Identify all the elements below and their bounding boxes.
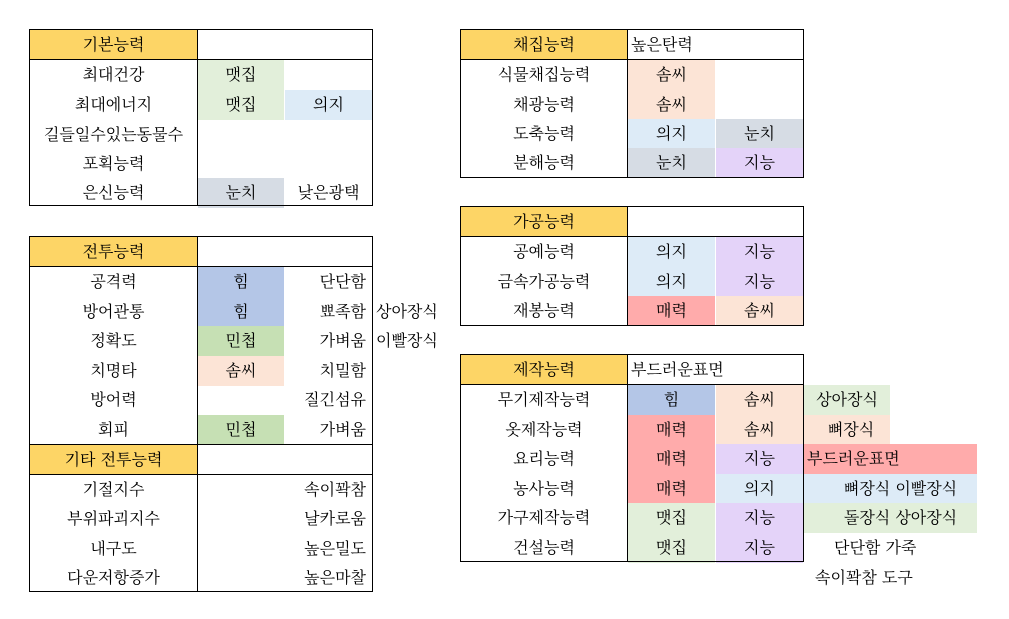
stat-cell: 민첩 [198,415,284,445]
row-label: 내구도 [90,539,137,558]
stat-cell: 눈치 [198,178,284,208]
border [29,205,373,206]
border [627,29,628,178]
property-cell: 단단함 [319,272,366,291]
combat-ability-header-value [198,237,372,267]
row-label: 재봉능력 [513,301,575,320]
property-cell: 뾰족함 [319,302,366,321]
row-label: 채광능력 [513,95,575,114]
stat-cell: 맷집 [628,533,715,563]
other-combat-title: 기타 전투능력 [30,445,197,475]
stat-cell: 솜씨 [716,296,803,326]
border [460,29,804,30]
stat-cell: 맷집 [198,90,284,120]
basic-ability-title: 기본능력 [30,30,197,60]
crafting-ability-title: 제작능력 [461,355,627,385]
border [29,236,373,237]
row-label: 부위파괴지수 [67,509,160,528]
border [460,206,461,326]
border [627,206,628,326]
row-label: 최대건강 [82,65,145,84]
property-cell: 질긴섬유 [304,390,366,409]
border [460,177,804,178]
border [197,236,198,444]
row-label: 최대에너지 [74,95,153,114]
border [29,59,373,60]
border [372,236,373,444]
stat-cell: 솜씨 [716,385,803,415]
extra-decoration-cell: 뼈장식 [804,415,890,445]
stat-cell: 힘 [628,385,715,415]
border [197,29,198,206]
row-label: 농사능력 [513,479,575,498]
property-cell: 높은마찰 [304,568,366,587]
stat-cell: 힘 [198,297,284,327]
border [460,236,804,237]
crafting-extra-note: 속이꽉참 도구 [815,568,913,587]
stat-cell: 매력 [628,444,715,474]
stat-cell: 지능 [716,503,803,533]
row-label: 방어관통 [82,302,145,321]
border [460,29,461,178]
stat-cell: 지능 [716,267,803,297]
row-label: 정확도 [90,331,137,350]
property-cell: 가벼움 [319,331,366,350]
row-label: 포획능력 [82,154,145,173]
border [460,561,804,562]
row-label: 금속가공능력 [497,272,591,291]
stat-cell: 매력 [628,296,715,326]
property-cell: 속이꽉참 [304,480,366,499]
combat-ability-title: 전투능력 [30,237,197,267]
row-label: 다운저항증가 [67,568,160,587]
stat-cell: 솜씨 [628,60,715,90]
property-cell: 날카로움 [304,509,366,528]
border [460,325,804,326]
border [460,354,461,562]
stat-cell: 눈치 [716,119,803,149]
extra-decoration-cell: 이빨장식 [376,331,438,350]
row-label: 은신능력 [82,183,145,202]
border [29,444,373,445]
row-label: 분해능력 [513,153,575,172]
row-label: 공격력 [90,272,137,291]
border [29,236,30,444]
border [29,29,373,30]
border [460,384,804,385]
crafting-header-value: 부드러운표면 [631,360,724,379]
border [460,206,804,207]
row-label: 식물채집능력 [497,65,591,84]
extra-decoration-cell: 뼈장식 이빨장식 [804,474,977,504]
other-combat-header-value [198,445,372,475]
row-label: 기절지수 [82,480,145,499]
row-label: 도축능력 [513,124,575,143]
gathering-header-value: 높은탄력 [631,35,693,54]
border [803,29,804,178]
stat-cell: 민첩 [198,326,284,356]
stat-cell: 의지 [628,119,715,149]
border [29,591,373,592]
border [197,444,198,592]
property-cell: 가벼움 [319,420,366,439]
border [372,29,373,206]
stat-cell: 의지 [628,237,715,267]
row-label: 치명타 [90,361,137,380]
processing-header-value [628,207,803,237]
stat-cell: 솜씨 [628,90,715,120]
row-label: 가구제작능력 [497,508,591,527]
processing-ability-title: 가공능력 [461,207,627,237]
stat-cell: 지능 [716,237,803,267]
stat-cell: 눈치 [628,148,715,178]
row-label: 회피 [98,420,129,439]
row-label: 무기제작능력 [497,390,591,409]
border [460,354,804,355]
border [29,474,373,475]
extra-decoration-cell: 상아장식 [804,385,890,415]
property-cell: 높은밀도 [304,539,366,558]
property-cell: 치밀함 [319,361,366,380]
stat-cell: 지능 [716,533,803,563]
stat-cell: 의지 [716,474,803,504]
basic-ability-header-value [198,30,372,60]
stat-cell: 힘 [198,267,284,297]
border [627,354,628,562]
row-label: 요리능력 [513,449,575,468]
property-cell: 낮은광택 [297,183,360,202]
stat-cell: 지능 [716,444,803,474]
row-label: 공예능력 [513,242,575,261]
row-label: 길들일수있는동물수 [43,125,184,144]
border [460,59,804,60]
stat-cell: 솜씨 [716,415,803,445]
border [803,206,804,326]
stat-cell: 맷집 [198,60,284,90]
border [803,354,804,562]
extra-decoration-cell: 돌장식 상아장식 [804,503,977,533]
stat-cell: 맷집 [628,503,715,533]
stat-cell: 지능 [716,148,803,178]
stat-cell: 매력 [628,415,715,445]
row-label: 옷제작능력 [505,420,583,439]
row-label: 건설능력 [513,538,575,557]
stat-cell: 의지 [285,90,372,120]
extra-decoration-cell: 단단함 가죽 [834,538,917,557]
stat-cell: 솜씨 [198,356,284,386]
border [372,444,373,592]
row-label: 방어력 [90,390,137,409]
extra-decoration-cell: 상아장식 [376,302,438,321]
gathering-ability-title: 채집능력 [461,30,627,60]
extra-decoration-cell: 부드러운표면 [804,444,977,474]
stat-cell: 매력 [628,474,715,504]
border [29,266,373,267]
border [29,444,30,592]
border [29,29,30,206]
stat-cell: 의지 [628,267,715,297]
